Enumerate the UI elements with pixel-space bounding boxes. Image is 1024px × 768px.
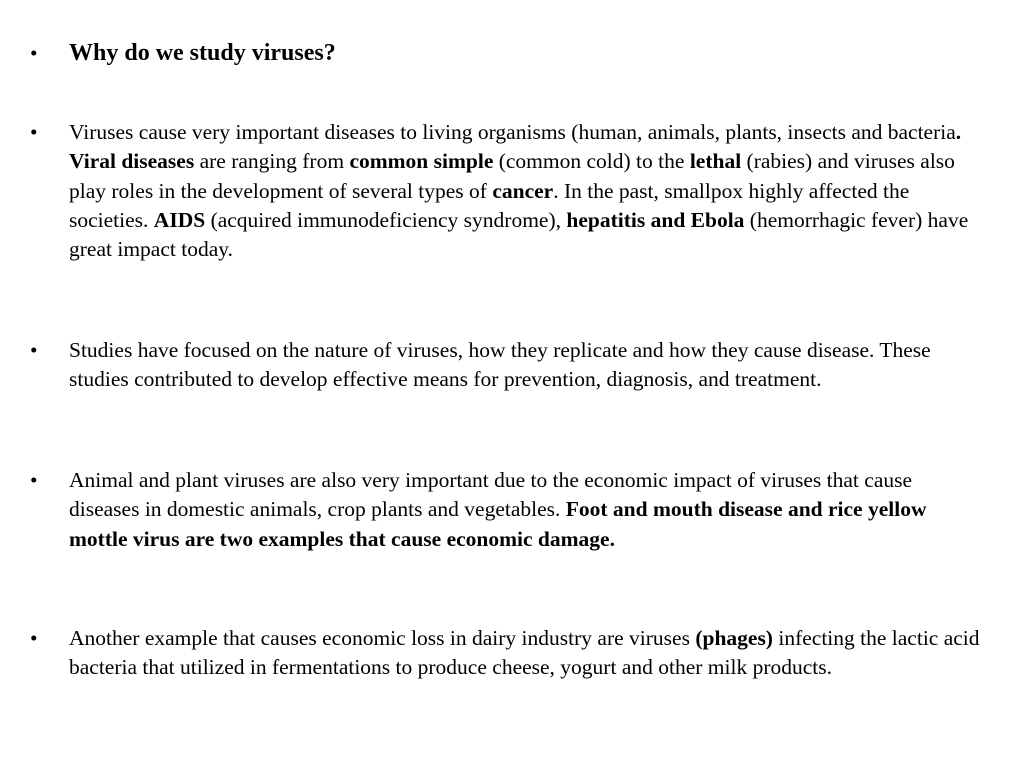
text-run: are ranging from [194, 149, 350, 174]
paragraph-economic-impact [69, 466, 984, 554]
paragraph-studies: Studies have focused on the nature of viruses, how they replicate and how they cause disease. These studies contributed to develop effective means for prevention, diagnosis, and treatment. [69, 338, 931, 392]
text-run: (common cold) to the [493, 149, 690, 174]
bold-cancer: cancer [492, 178, 554, 203]
text-run: Viruses cause very important diseases to living organisms (human, animals, plants, insects and bacteria [69, 120, 956, 144]
text-run: (acquired immunodeficiency syndrome), [205, 207, 567, 232]
text-run: . In the past, smallpox highly affected the societies. [69, 178, 910, 232]
text-run: (hemorrhagic fever) have great impact today. [69, 207, 969, 262]
text-run: Animal and plant viruses are also very important due to the economic impact of viruses that cause diseases in domestic animals, crop plants and vegetables. [69, 468, 913, 522]
paragraph-viral-diseases [69, 118, 984, 264]
bold-foot-and-mouth: Foot and mouth disease and rice yellow mottle virus are two examples that cause economic damage. [69, 497, 927, 551]
text-run: infecting the lactic acid bacteria that utilized in fermentations to produce cheese, yogurt and other milk products. [69, 626, 980, 680]
bullet-marker: • [30, 338, 38, 362]
bold-lethal: lethal [689, 149, 742, 174]
paragraph-phages [69, 624, 984, 683]
text-run: Another example that causes economic loss in dairy industry are viruses [69, 626, 696, 650]
bold-phages: (phages) [695, 626, 773, 650]
bold-hepatitis-ebola: hepatitis and Ebola [566, 207, 745, 232]
text-run: (rabies) and viruses also play roles in the development of several types of [69, 149, 955, 203]
bold-common-simple: common simple [349, 149, 494, 174]
bullet-marker: • [30, 41, 38, 65]
bold-viral-diseases: . Viral diseases [69, 120, 962, 174]
bullet-marker: • [30, 120, 38, 144]
bullet-marker: • [30, 626, 38, 650]
bold-aids: AIDS [153, 207, 206, 232]
slide-title: Why do we study viruses? [69, 40, 336, 66]
bullet-marker: • [30, 468, 38, 492]
